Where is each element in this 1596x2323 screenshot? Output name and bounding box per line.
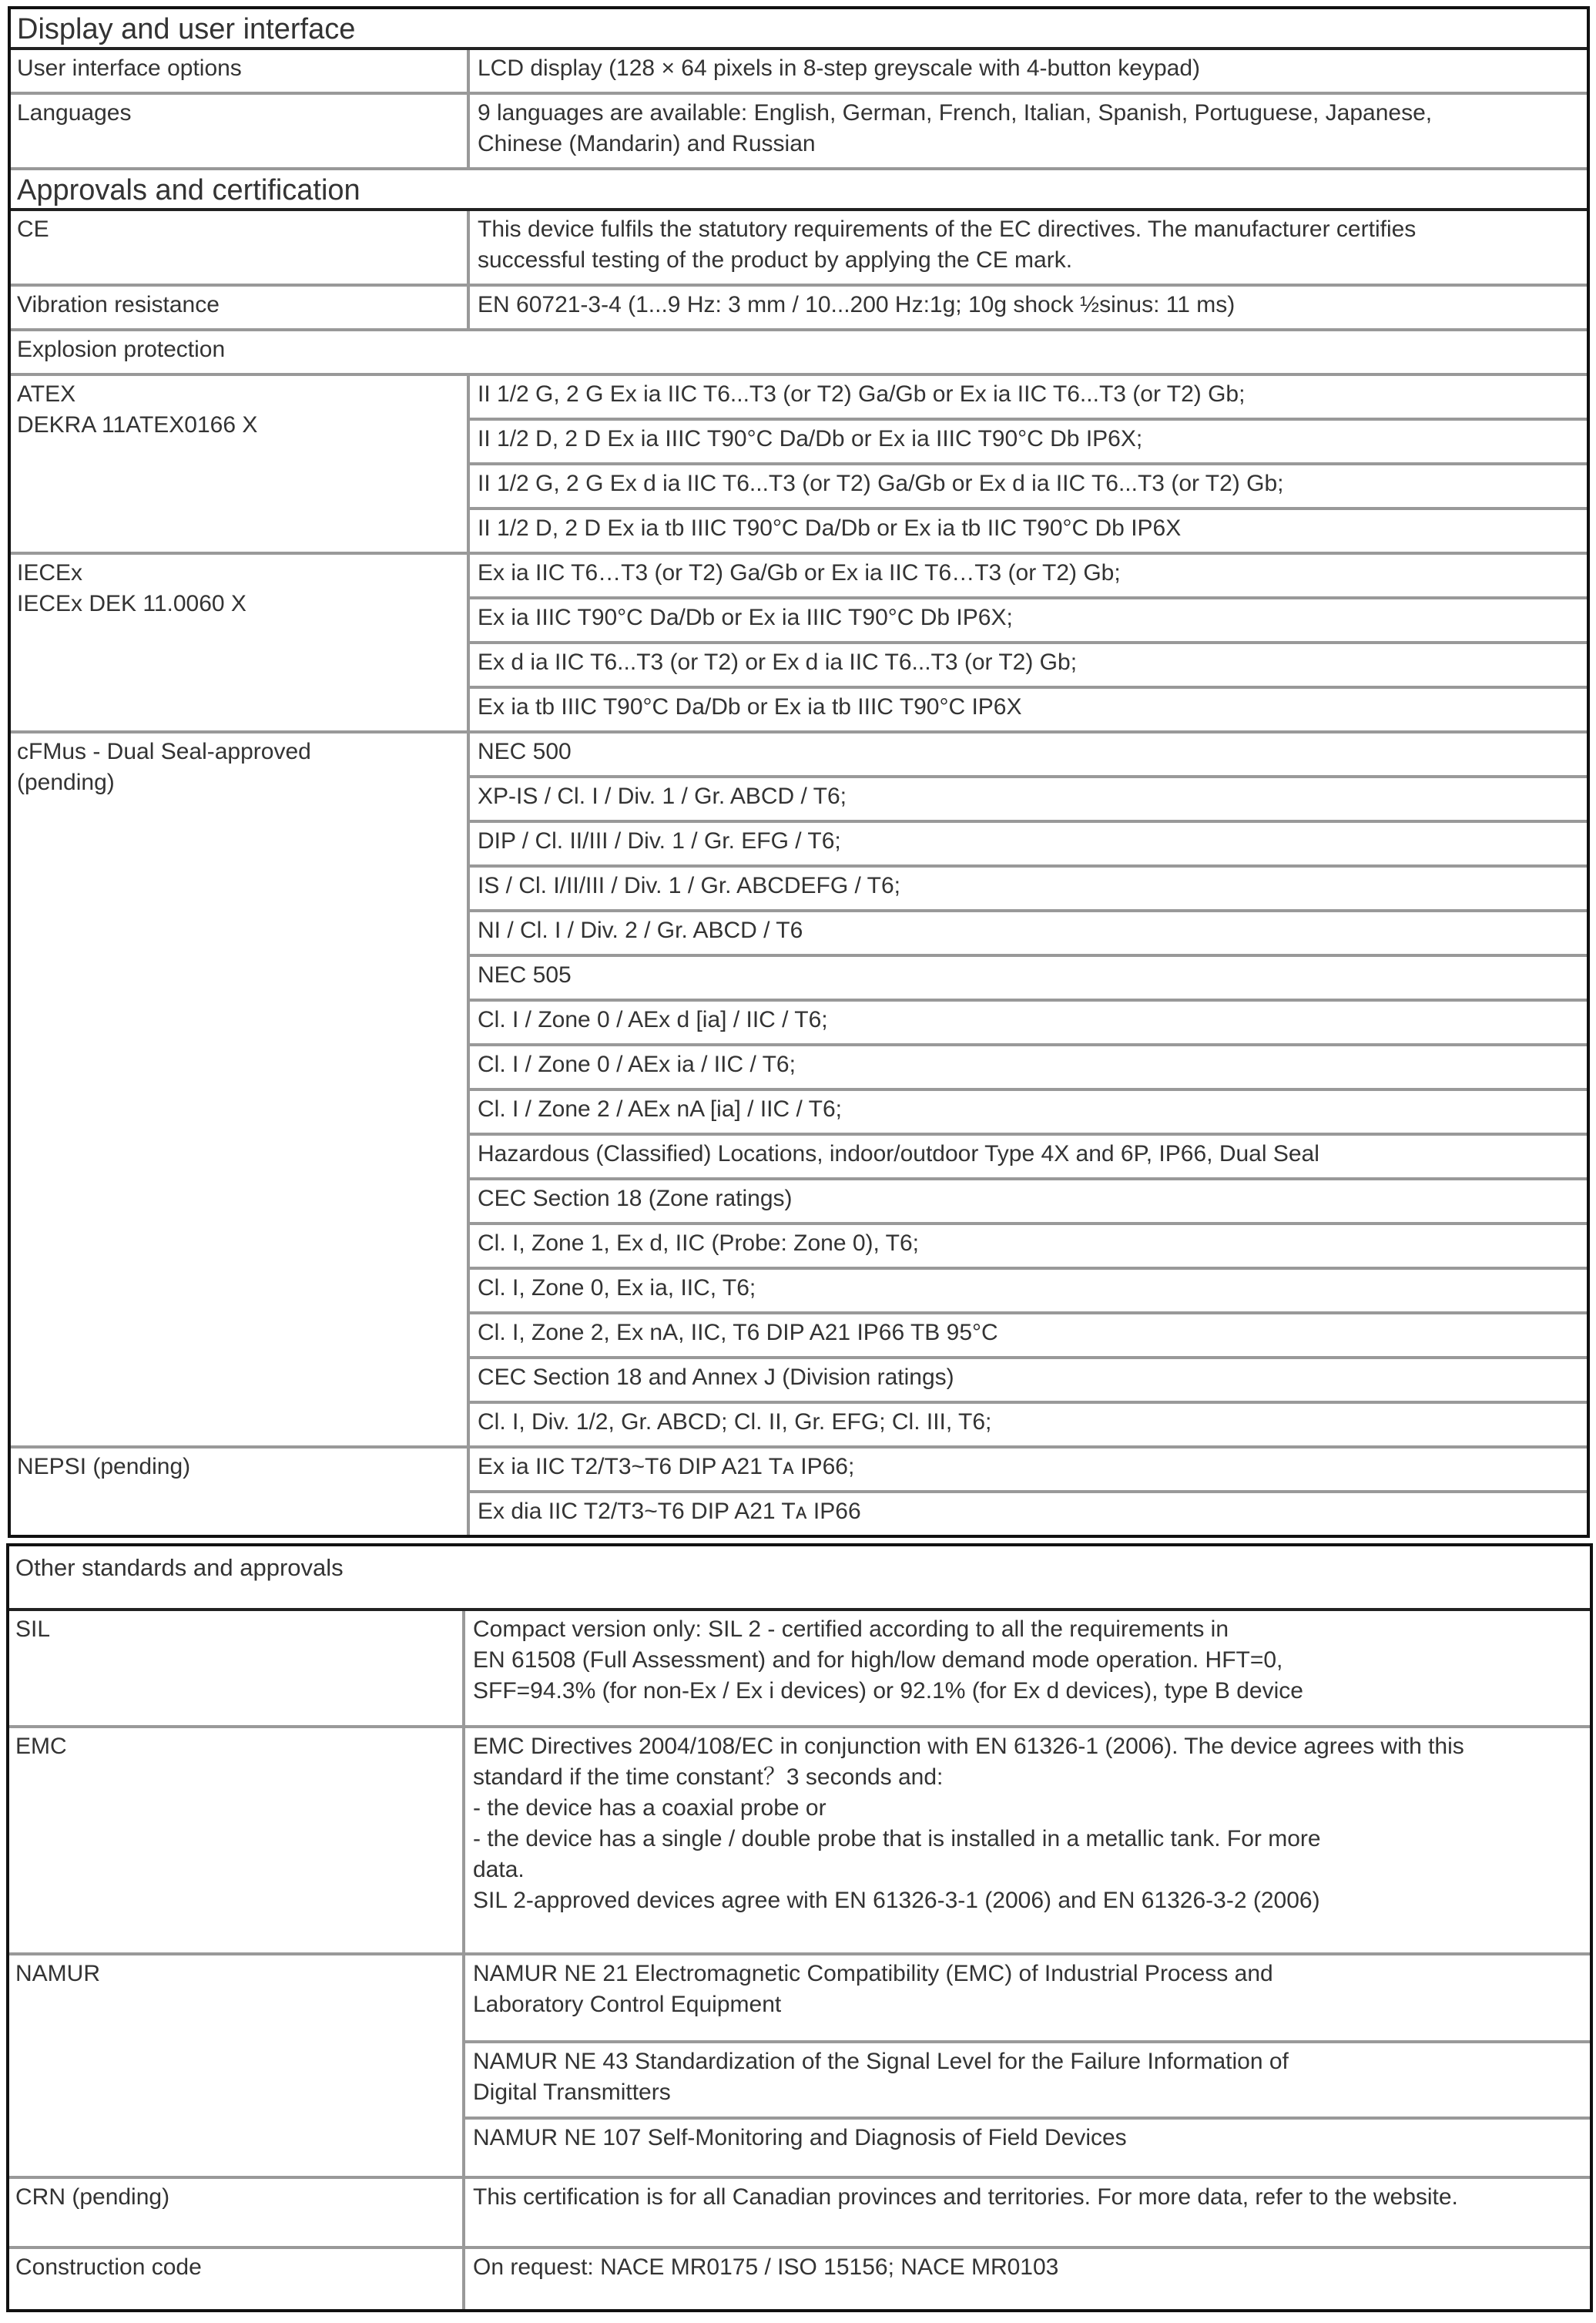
display-approvals-table (8, 6, 1590, 1538)
value-cell: Cl. I, Zone 0, Ex ia, IIC, T6; (470, 1267, 1587, 1311)
value-cell: Ex ia tb IIIC T90°C Da/Db or Ex ia tb IIIC T90°C IP6X (470, 686, 1587, 730)
value-cell: 9 languages are available: English, German, French, Italian, Spanish, Portuguese, Japanese, Chinese (Mandarin) and Russian (478, 100, 1433, 156)
row-values (470, 95, 1587, 167)
value-cell: Cl. I, Zone 2, Ex nA, IIC, T6 DIP A21 IP66 TB 95°C (470, 1311, 1587, 1356)
value-cell: Ex d ia IIC T6...T3 (or T2) or Ex d ia IIC T6...T3 (or T2) Gb; (470, 641, 1587, 686)
value-cell: Ex ia IIC T6…T3 (or T2) Ga/Gb or Ex ia IIC T6…T3 (or T2) Gb; (478, 560, 1121, 586)
value-cell: II 1/2 G, 2 G Ex d ia IIC T6...T3 (or T2) Ga/Gb or Ex d ia IIC T6...T3 (or T2) Gb; (470, 462, 1587, 507)
row-values (470, 211, 1587, 284)
row-values (465, 1611, 1590, 1725)
row-label-sil: SIL (9, 1611, 465, 1725)
value-cell: NAMUR NE 107 Self-Monitoring and Diagnosis of Field Devices (465, 2117, 1590, 2176)
value-cell: This certification is for all Canadian provinces and territories. For more data, refer to the website. (473, 2184, 1458, 2210)
value-cell: II 1/2 G, 2 G Ex ia IIC T6...T3 (or T2) Ga/Gb or Ex ia IIC T6...T3 (or T2) Gb; (478, 381, 1246, 407)
value-cell: NEC 505 (470, 954, 1587, 999)
value-cell: Ex ia IIIC T90°C Da/Db or Ex ia IIIC T90°C Db IP6X; (470, 596, 1587, 641)
section-header-row (9, 1546, 1590, 1608)
row-values (470, 1449, 1587, 1535)
table-row (11, 92, 1587, 167)
value-cell: Cl. I, Div. 1/2, Gr. ABCD; Cl. II, Gr. EFG; Cl. III, T6; (470, 1401, 1587, 1445)
row-values (470, 50, 1587, 92)
row-label-atex: ATEX DEKRA 11ATEX0166 X (11, 376, 470, 552)
row-label-emc: EMC (9, 1728, 465, 1952)
row-label-languages: Languages (11, 95, 470, 167)
value-cell: IS / Cl. I/II/III / Div. 1 / Gr. ABCDEFG / T6; (470, 864, 1587, 909)
row-values (470, 287, 1587, 328)
row-values (465, 2249, 1590, 2309)
table-row (9, 1952, 1590, 2176)
other-standards-table (6, 1543, 1593, 2312)
value-cell: EMC Directives 2004/108/EC in conjunction with EN 61326-1 (2006). The device agrees with this standard if the time constant？3 seconds and: - the device has a coaxial probe or - the device has a single / double probe that is installed in a metallic tank. For more data. SIL 2-approved devices agree with EN 61326-3-1 (2006) and EN 61326-3-2 (2006) (473, 1734, 1464, 1913)
value-cell: Cl. I / Zone 2 / AEx nA [ia] / IIC / T6; (470, 1088, 1587, 1133)
table-row (11, 284, 1587, 328)
value-cell: Cl. I, Zone 1, Ex d, IIC (Probe: Zone 0), T6; (470, 1222, 1587, 1267)
table-row (9, 2246, 1590, 2309)
row-label-iecex: IECEx IECEx DEK 11.0060 X (11, 555, 470, 730)
row-values (465, 2179, 1590, 2246)
row-label-ce: CE (11, 211, 470, 284)
section-header-row (11, 9, 1587, 47)
value-cell: XP-IS / Cl. I / Div. 1 / Gr. ABCD / T6; (470, 775, 1587, 820)
row-label-cfmus-dual-seal-approved: cFMus - Dual Seal-approved (pending) (11, 733, 470, 1445)
row-values (465, 1728, 1590, 1952)
value-cell: Ex ia IIC T2/T3~T6 DIP A21 Tᴀ IP66; (478, 1454, 855, 1479)
value-cell: Hazardous (Classified) Locations, indoor/outdoor Type 4X and 6P, IP66, Dual Seal (470, 1133, 1587, 1177)
value-cell: Ex dia IIC T2/T3~T6 DIP A21 Tᴀ IP66 (470, 1490, 1587, 1535)
value-cell: LCD display (128 × 64 pixels in 8-step greyscale with 4-button keypad) (478, 55, 1200, 81)
table-row (9, 1725, 1590, 1952)
row-values (470, 376, 1587, 552)
section-heading: Approvals and certification (17, 174, 360, 206)
table-row (11, 373, 1587, 552)
value-cell: This device fulfils the statutory requirements of the EC directives. The manufacturer certifies successful testing of the product by applying the CE mark. (478, 217, 1417, 273)
row-label-user-interface-options: User interface options (11, 50, 470, 92)
value-cell: NAMUR NE 21 Electromagnetic Compatibility (EMC) of Industrial Process and Laboratory Control Equipment (473, 1961, 1273, 2017)
value-cell: CEC Section 18 and Annex J (Division ratings) (470, 1356, 1587, 1401)
table-row (11, 730, 1587, 1445)
row-values (470, 555, 1587, 730)
table-row (9, 2176, 1590, 2246)
value-cell: DIP / Cl. II/III / Div. 1 / Gr. EFG / T6; (470, 820, 1587, 864)
row-label-explosion-protection: Explosion protection (17, 337, 226, 362)
row-values (470, 733, 1587, 1445)
value-cell: On request: NACE MR0175 / ISO 15156; NACE MR0103 (473, 2254, 1059, 2280)
table-row (9, 1608, 1590, 1725)
row-label-crn-pending: CRN (pending) (9, 2179, 465, 2246)
table-row (11, 47, 1587, 92)
table-row (11, 328, 1587, 373)
value-cell: NAMUR NE 43 Standardization of the Signal Level for the Failure Information of Digital Transmitters (465, 2040, 1590, 2117)
row-label-nepsi-pending: NEPSI (pending) (11, 1449, 470, 1535)
table-row (11, 208, 1587, 284)
row-label-namur: NAMUR (9, 1955, 465, 2176)
table-row (11, 552, 1587, 730)
value-cell: Compact version only: SIL 2 - certified according to all the requirements in EN 61508 (Full Assessment) and for high/low demand mode operation. HFT=0, SFF=94.3% (for non-Ex / Ex i devices) or 92.1% (for Ex d devices), type B device (473, 1616, 1303, 1704)
value-cell: Cl. I / Zone 0 / AEx ia / IIC / T6; (470, 1043, 1587, 1088)
value-cell: CEC Section 18 (Zone ratings) (470, 1177, 1587, 1222)
section-heading: Other standards and approvals (15, 1554, 344, 1581)
value-cell: EN 60721-3-4 (1...9 Hz: 3 mm / 10...200 Hz:1g; 10g shock ½sinus: 11 ms) (478, 292, 1236, 317)
value-cell: Cl. I / Zone 0 / AEx d [ia] / IIC / T6; (470, 999, 1587, 1043)
section-heading: Display and user interface (17, 13, 356, 45)
value-cell: II 1/2 D, 2 D Ex ia tb IIIC T90°C Da/Db or Ex ia tb IIC T90°C Db IP6X (470, 507, 1587, 552)
section-header-row (11, 167, 1587, 208)
value-cell: NEC 500 (478, 739, 572, 764)
table-row (11, 1445, 1587, 1535)
row-label-construction-code: Construction code (9, 2249, 465, 2309)
row-label-vibration-resistance: Vibration resistance (11, 287, 470, 328)
row-values (465, 1955, 1590, 2176)
value-cell: NI / Cl. I / Div. 2 / Gr. ABCD / T6 (470, 909, 1587, 954)
value-cell: II 1/2 D, 2 D Ex ia IIIC T90°C Da/Db or Ex ia IIIC T90°C Db IP6X; (470, 418, 1587, 462)
